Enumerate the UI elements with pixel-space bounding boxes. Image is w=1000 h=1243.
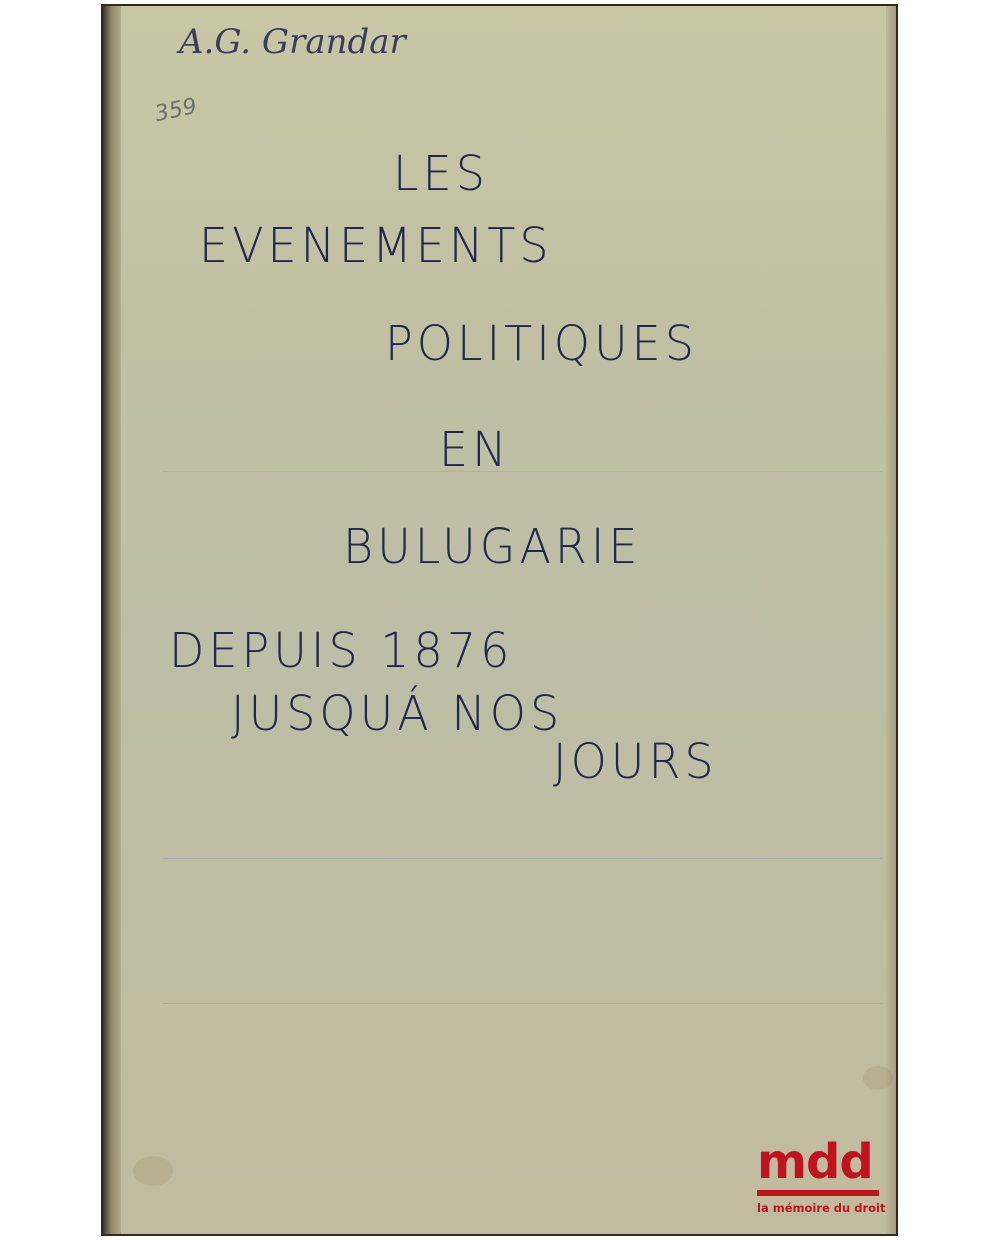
cover-right-edge: [886, 6, 896, 1234]
logo-bar: [757, 1190, 879, 1196]
logo-mark: mdd: [757, 1134, 873, 1190]
title-line-4: EN: [439, 420, 511, 478]
logo-tagline: la mémoire du droit: [757, 1201, 886, 1215]
faint-rule-line: [163, 1003, 882, 1004]
faint-rule-line: [163, 471, 882, 472]
title-line-3: POLITIQUES: [385, 314, 698, 372]
title-line-8: JOURS: [553, 732, 718, 790]
book-cover: [101, 4, 898, 1236]
paper-stain: [863, 1066, 893, 1090]
title-line-5: BULUGARIE: [343, 517, 642, 575]
faint-rule-line: [163, 858, 882, 859]
title-line-1: LES: [393, 144, 489, 202]
title-line-7: JUSQUÁ NOS: [231, 684, 564, 742]
title-line-2: EVENEMENTS: [199, 216, 553, 274]
title-line-6: DEPUIS 1876: [169, 621, 514, 679]
paper-stain: [133, 1156, 173, 1186]
mdd-logo: [757, 1134, 886, 1224]
cover-spine-edge: [103, 6, 121, 1234]
pencil-shelf-number: 359: [152, 93, 200, 128]
author-handwritten-note: A.G. Grandar: [179, 22, 406, 62]
